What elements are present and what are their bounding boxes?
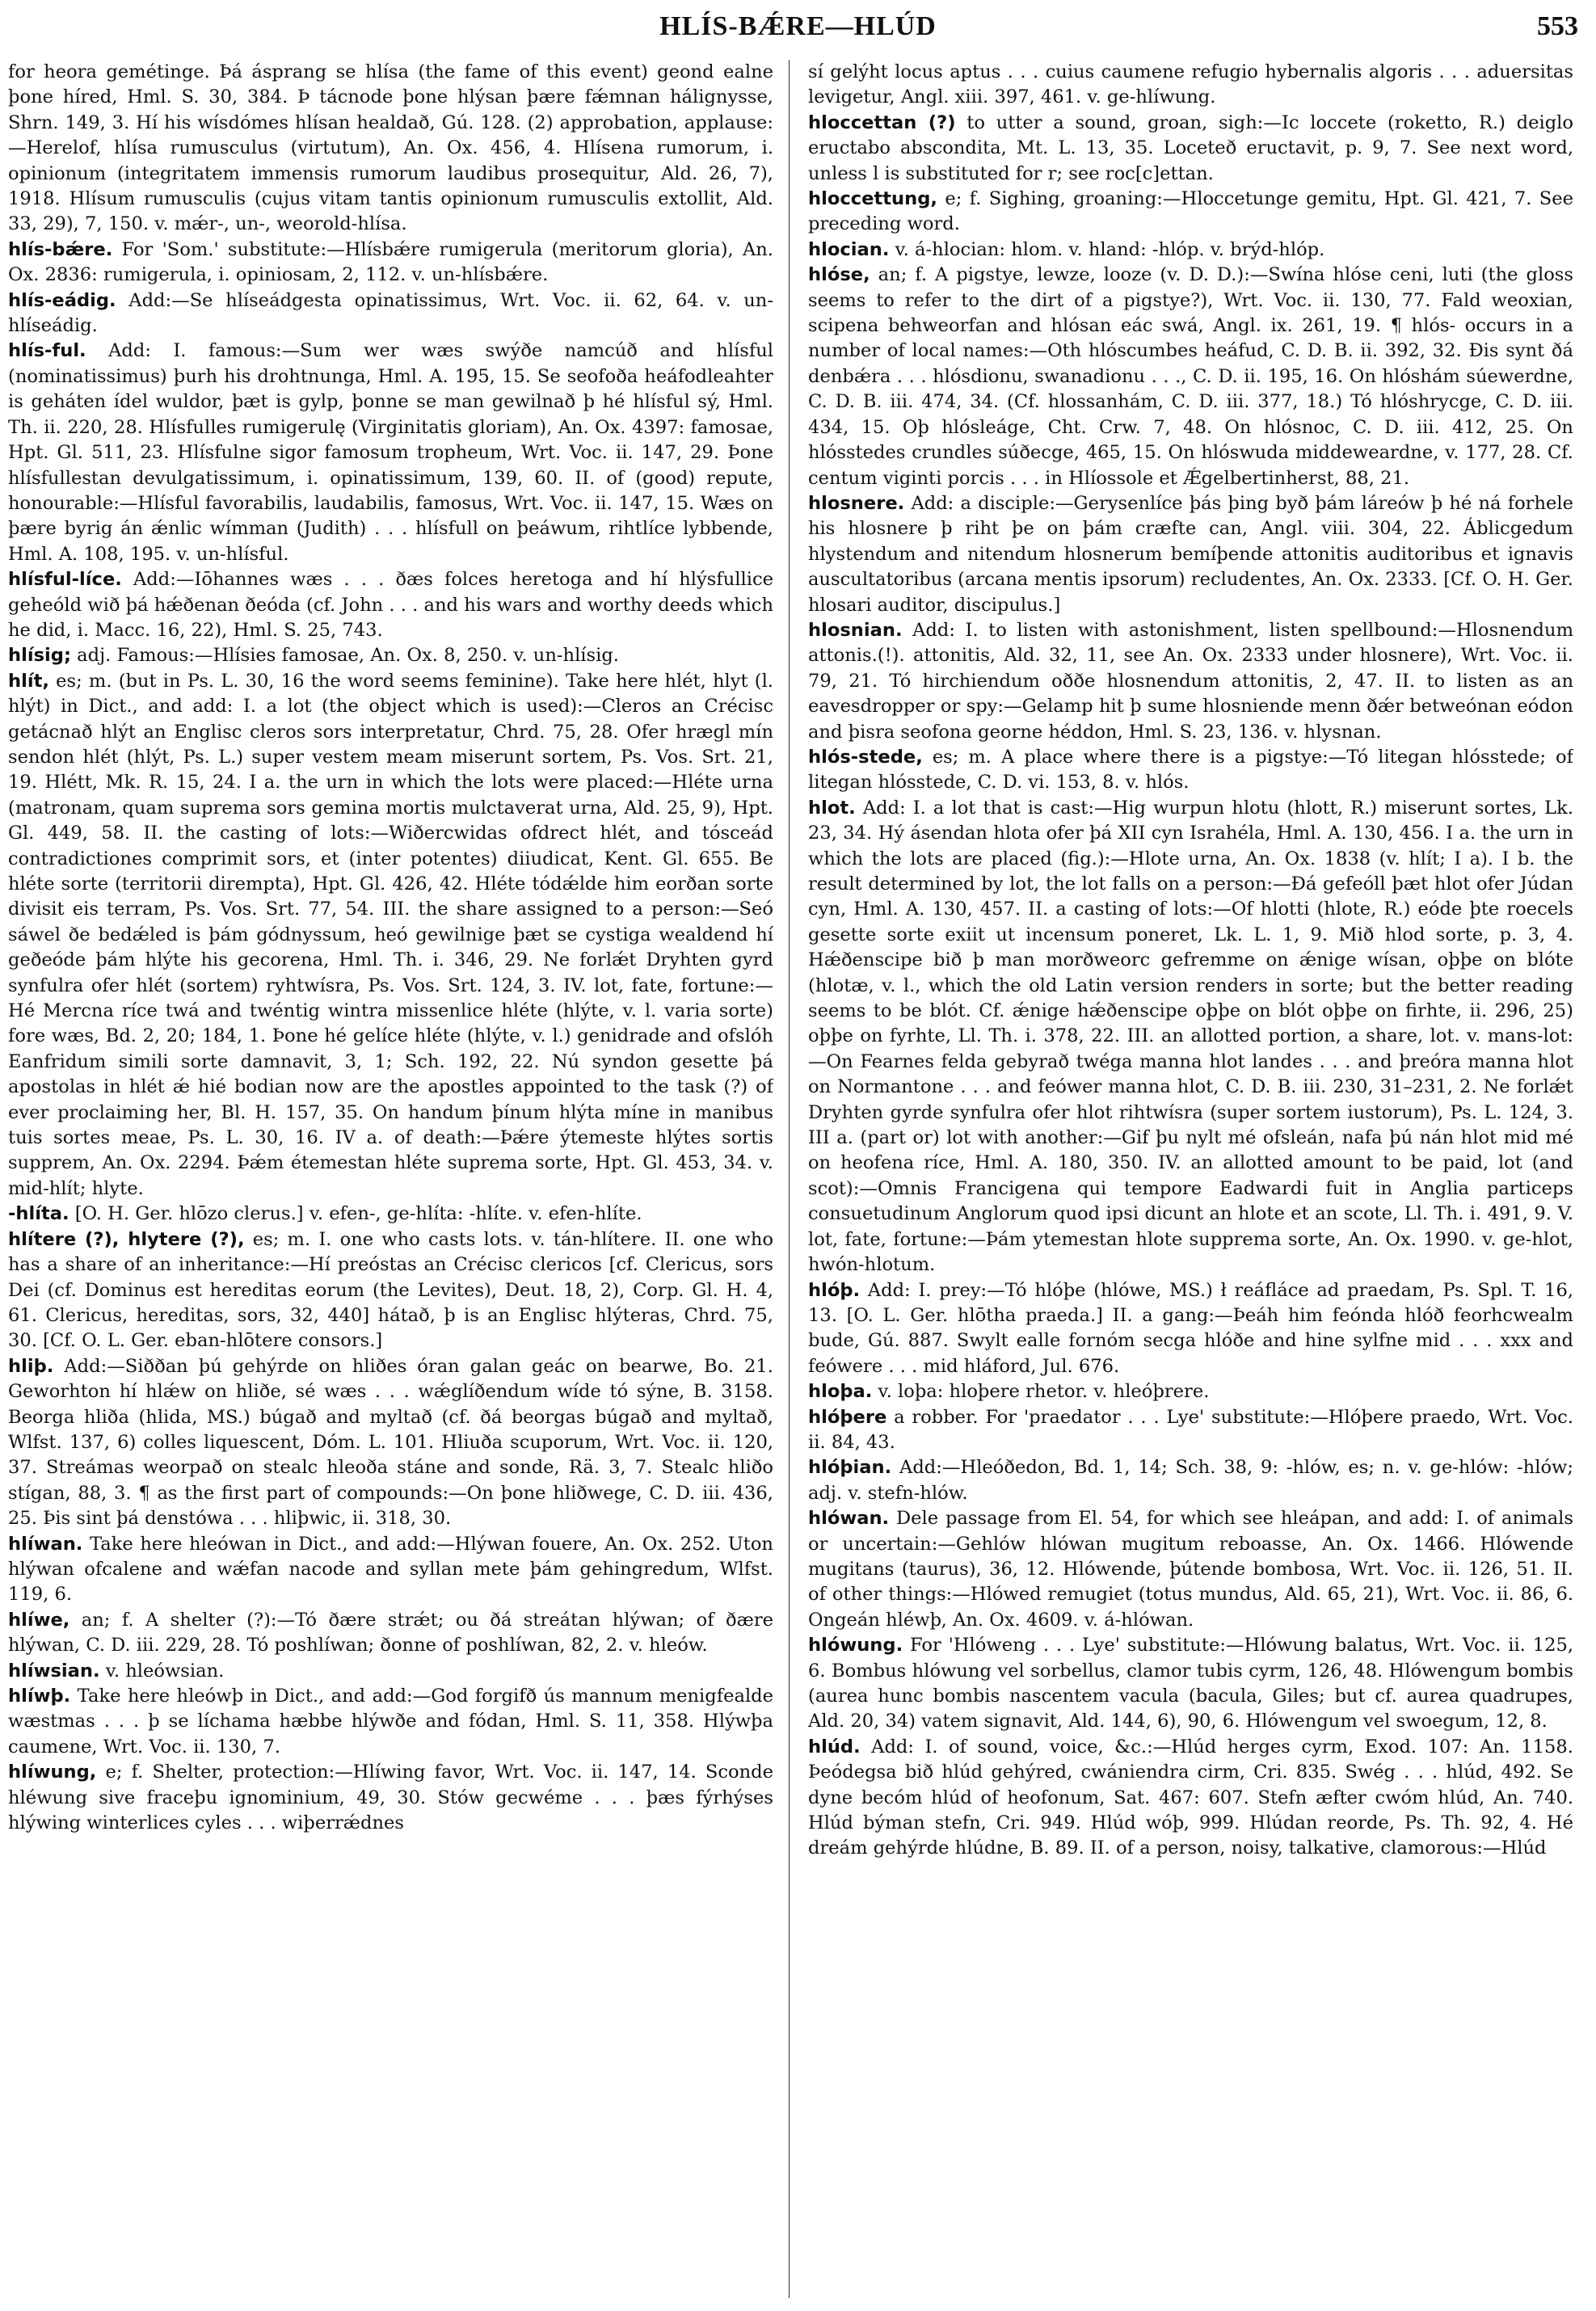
entry-text: a robber. For 'praedator . . . Lye' substitute:—Hlóþere praedo, Wrt. Voc. ii. 84, 43.	[808, 1406, 1573, 1453]
headword: hlóse,	[808, 264, 870, 286]
entry-text: e; f. Sighing, groaning:—Hloccetunge gemitu, Hpt. Gl. 421, 7. See preceding word.	[808, 188, 1573, 235]
entry-text: e; f. Shelter, protection:—Hlíwing favor, Wrt. Voc. ii. 147, 14. Sconde hléwung sive fraceþu ignominium, 49, 30. Stów gecwéme . . . þæs fýrhýses hlýwing winterlices cyles . . . wiþerrǽdnes	[8, 1762, 773, 1834]
headword: hlíwsian.	[8, 1660, 100, 1682]
entry-text: Add: I. prey:—Tó hlóþe (hlówe, MS.) ł reáfláce ad praedam, Ps. Spl. T. 16, 13. [O. L. Ger. hlōtha praeda.] II. a gang:—Þeáh him feónda hlóð feorhcwealm bude, Gú. 887. Swylt ealle fornóm secga hlóðe and hine sylfne mid . . . xxx and feówere . . . mid hláford, Jul. 676.	[808, 1279, 1573, 1377]
dictionary-entry	[8, 339, 773, 567]
headword: hlówung.	[808, 1635, 903, 1656]
entry-text: Add: I. famous:—Sum wer wæs swýðe namcúð and hlísful (nominatissimus) þurh his drohtnunga, Hml. A. 195, 15. Se seofoða heáfodleahter is geháten ídel wuldor, þæt is gylp, þonne se man gewilnað þ hé hlísful sý, Hml. Th. ii. 220, 28. Hlísfulles rumigerulę (Virginitatis gloriam), An. Ox. 4397: famosae, Hpt. Gl. 511, 23. Hlísfulne sigor famosum tropheum, Wrt. Voc. ii. 147, 29. Þone hlísfullestan devulgatissimum, i. opinatissimum, 139, 60. II. of (good) repute, honourable:—Hlísful favorabilis, laudabilis, famosus, Wrt. Voc. ii. 147, 15. Wæs on þære byrig án ǽnlic wímman (Judith) . . . hlísfull on þeáwum, rihtlíce lybbende, Hml. A. 108, 195. v. un-hlísful.	[8, 340, 773, 565]
headword: hlocian.	[808, 238, 890, 260]
entry-text: for heora gemétinge. Þá ásprang se hlísa (the fame of this event) geond ealne þone híred, Hml. S. 30, 384. Þ tácnode þone hlýsan þære fǽmnan hálignysse, Shrn. 149, 3. Hí his wísdómes hlísan healdað, Gú. 128. (2) approbation, applause:—Herelof, hlísa rumusculus (virtutum), An. Ox. 456, 4. Hlísena rumorum, i. opinionum (integritatem immensis rumorum laudibus prosequitur, Ald. 26, 7), 1918. Hlísum rumusculis (cujus vitam tantis opinionum rumusculis extollit, Ald. 33, 29), 7, 150. v. mǽr-, un-, weorold-hlísa.	[8, 61, 773, 235]
dictionary-entry	[8, 1202, 773, 1227]
dictionary-entry	[808, 60, 1573, 111]
entry-text: Add: I. of sound, voice, &c.:—Hlúd herges cyrm, Exod. 107: An. 1158. Þeódegsa bið hlúd gehýred, cwániendra cirm, Cri. 835. Swég . . . hlúd, 492. Se dyne becóm hlúd of heofonum, Sat. 467: 607. Stefn æfter cwóm hlúd, An. 740. Hlúd býman stefn, Cri. 949. Hlúd wóþ, 999. Hlúdan reorde, Ps. Th. 92, 4. Hé dreám gehýrde hlúdne, B. 89. II. of a person, noisy, talkative, clamorous:—Hlúd	[808, 1736, 1573, 1859]
entry-text: Add: a disciple:—Gerysenlíce þás þing byð þám láreów þ hé ná forhele his hlosnere þ riht þe on þám cræfte can, Angl. viii. 304, 22. Áblicgedum hlystendum and nitendum hlosnerum bemíþende attonitis auditoribus et ignavis auscultatoribus (arcana mentis ipsorum) recludentes, An. Ox. 2333. [Cf. O. H. Ger. hlosari auditor, discipulus.]	[808, 492, 1573, 616]
dictionary-entry	[808, 238, 1573, 263]
dictionary-entry	[8, 1608, 773, 1659]
headword: hloccettung,	[808, 188, 937, 210]
headword: hlós-stede,	[808, 746, 923, 768]
dictionary-entry	[8, 567, 773, 643]
entry-text: es; m. A place where there is a pigstye:—Tó litegan hlósstede; of litegan hlósstede, C. D. vi. 153, 8. v. hlós.	[808, 746, 1573, 793]
entry-text: es; m. (but in Ps. L. 30, 16 the word seems feminine). Take here hlét, hlyt (l. hlýt) in Dict., and add: I. a lot (the object which is used):—Cleros an Crécisc getácnað hlýt an Englisc cleros sors interpretatur, Chrd. 75, 28. Ofer hrægl mín sendon hlét (hlýt, Ps. L.) super vestem meam miserunt sortem, Ps. Vos. Srt. 21, 19. Hlétt, Mk. R. 15, 24. I a. the urn in which the lots were placed:—Hléte urna (matronam, quam suprema sors gemina mortis mulctaverat urna, Ald. 25, 9), Hpt. Gl. 449, 58. II. the casting of lots:—Wiðercwidas ofdrect hlét, and tósceád contradictiones comprimit sors, et (inter potentes) diiudicat, Kent. Gl. 655. Be hléte sorte (territorii dirempta), Hpt. Gl. 426, 42. Hléte tódǽlde him eorðan sorte divisit eis terram, Ps. Vos. Srt. 77, 54. III. the share assigned to a person:—Seó sáwel ðe bedǽled is þám gódnyssum, heó gewilnige þæt se cystiga wealdend hí geðeóde þám hlýte his gecorena, Hml. Th. i. 346, 29. Ne forlǽt Dryhten gyrd synfulra ofer hlét (sortem) ryhtwísra, Ps. Vos. Srt. 124, 3. IV. lot, fate, fortune:—Hé Mercna ríce twá and twéntig wintra missenlice hléte (hlýte, v. l. varia sorte) fore wæs, Bd. 2, 20; 184, 1. Þone hé gelíce hléte (hlýte, v. l.) genidrade and ofslóh Eanfridum simili sorte damnavit, 3, 1; Sch. 192, 22. Nú syndon gesette þá apostolas in hlét ǽ hié bodian now are the apostles appointed to the task (?) of ever proclaiming her, Bl. H. 157, 35. On handum þínum hlýta míne in manibus tuis sortes meae, Ps. L. 30, 16. IV a. of death:—Þǽre ýtemeste hlýtes sortis supprem, An. Ox. 2294. Þǽm étemestan hléte suprema sorte, Hpt. Gl. 453, 34. v. mid-hlít; hlyte.	[8, 670, 773, 1199]
entry-text: For 'Som.' substitute:—Hlísbǽre rumigerula (meritorum gloria), An. Ox. 2836: rumigerula, i. opiniosam, 2, 112. v. un-hlísbǽre.	[8, 238, 773, 286]
dictionary-entry	[8, 288, 773, 339]
headword: hlíwan.	[8, 1533, 83, 1555]
dictionary-entry	[808, 187, 1573, 238]
running-head: HLÍS-BǼRE—HLÚD	[659, 11, 937, 41]
headword: hlíwe,	[8, 1609, 70, 1631]
entry-text: Dele passage from El. 54, for which see hleápan, and add: I. of animals or uncertain:—Gehlów hlówan mugitum reboasse, An. Ox. 1466. Hlówende mugitans (taurus), 36, 12. Hlówende, þútende bombosa, Wrt. Voc. ii. 126, 51. II. of other things:—Hlówed remugiet (totus mundus, Ald. 65, 21), Wrt. Voc. ii. 86, 6. Ongeán hléwþ, An. Ox. 4609. v. á-hlówan.	[808, 1508, 1573, 1631]
dictionary-entry	[808, 1405, 1573, 1456]
dictionary-entry	[808, 111, 1573, 187]
entry-text: es; m. I. one who casts lots. v. tán-hlítere. II. one who has a share of an inheritance:—Hí preóstas an Crécisc clericos [cf. Clericus, sors Dei (cf. Dominus est hereditas eorum (the Levites), Deut. 18, 2), Corp. Gl. H. 4, 61. Clericus, hereditas, sors, 32, 440] hátað, þ is an Englisc hlýteras, Chrd. 75, 30. [Cf. O. L. Ger. eban-hlōtere consors.]	[8, 1228, 773, 1352]
headword: hlówan.	[808, 1508, 890, 1530]
entry-text: an; f. A shelter (?):—Tó ðære strǽt; ou ðá streátan hlýwan; of ðære hlýwan, C. D. iii. 229, 28. Tó poshlíwan; ðonne of poshlíwan, 82, 2. v. hleów.	[8, 1609, 773, 1656]
dictionary-entry	[808, 1379, 1573, 1404]
headword: hlíwung,	[8, 1762, 97, 1783]
dictionary-entry	[8, 1532, 773, 1608]
headword: hlóþian.	[808, 1457, 892, 1479]
dictionary-entry	[8, 1354, 773, 1532]
headword: hlísful-líce.	[8, 569, 122, 591]
headword: hloccettan (?)	[808, 112, 956, 133]
dictionary-entry	[808, 1735, 1573, 1862]
dictionary-entry	[8, 1659, 773, 1684]
headword: hliþ.	[8, 1355, 54, 1377]
left-column	[8, 60, 773, 2298]
entry-text: For 'Hlóweng . . . Lye' substitute:—Hlówung balatus, Wrt. Voc. ii. 125, 6. Bombus hlówung vel sorbellus, clamor tubis cyrm, 126, 48. Hlówengum bombis (aurea hunc bombis nascentem vacula (bacula, Giles; but cf. aurea quadrupes, Ald. 20, 34) vatem signavit, Ald. 144, 6), 90, 6. Hlówengum vel swoegum, 12, 8.	[808, 1635, 1573, 1732]
dictionary-entry	[808, 745, 1573, 796]
dictionary-entry	[8, 238, 773, 288]
entry-text: Add:—Hleóðedon, Bd. 1, 14; Sch. 38, 9: -hlów, es; n. v. ge-hlów: -hlów; adj. v. stefn-hlów.	[808, 1457, 1573, 1504]
entry-text: adj. Famous:—Hlísies famosae, An. Ox. 8, 250. v. un-hlísig.	[70, 645, 619, 667]
headword: hlís-ful.	[8, 340, 86, 362]
dictionary-entry	[808, 263, 1573, 491]
headword: hlís-bǽre.	[8, 238, 113, 260]
dictionary-entry	[8, 1684, 773, 1760]
right-column	[808, 60, 1573, 2298]
entry-text: Add:—Se hlíseádgesta opinatissimus, Wrt. Voc. ii. 62, 64. v. un-hlíseádig.	[8, 289, 773, 337]
headword: hlíwþ.	[8, 1686, 71, 1707]
entry-text: Add: I. a lot that is cast:—Hig wurpun hlotu (hlott, R.) miserunt sortes, Lk. 23, 34. Hý ásendan hlota ofer þá XII cyn Israhéla, Hml. A. 130, 456. I a. the urn in which the lots are placed (fig.):—Hlote urna, An. Ox. 1838 (v. hlít; I a). I b. the result determined by lot, the lot falls on a person:—Ðá gefeóll þæt hlot ofer Júdan cyn, Hml. A. 130, 457. II. a casting of lots:—Of hlotti (hlote, R.) eóde þte roecels gesette sorte exiit ut incensum poneret, Lk. L. 1, 9. Mið hlod sorte, p. 3, 4. Hǽðenscipe bið þ man morðweorc gefremme on ǽnige wísan, oþþe on blóte (hlotæ, v. l., which the old Latin version renders in sorte; but the better reading seems to be blót. Cf. ǽnige hǽðenscipe oþþe on blót oþþe on firhte, ii. 296, 25) oþþe on fyrhte, Ll. Th. i. 378, 22. III. an allotted portion, a share, lot. v. mans-lot:—On Fearnes felda gebyrað twéga manna hlot landes . . . and þreóra manna hlot on Normantone . . . and feówer manna hlot, C. D. B. iii. 230, 31–231, 2. Ne forlǽt Dryhten gyrde synfulra ofer hlot rihtwísra (super sortem iustorum), Ps. L. 124, 3. III a. (part or) lot with another:—Gif þu nylt mé ofsleán, nafa þú nán hlot mid mé on heofena ríce, Hml. A. 180, 350. IV. an allotted amount to be paid, lot (and scot):—Omnis Francigena qui tempore Eadwardi fuit in Anglia particeps consuetudinum Anglorum quod ipsi dicunt an hlote et an scote, Ll. Th. i. 491, 9. V. lot, fate, fortune:—Þám ytemestan hlote supprema sorte, An. Ox. 1990. v. ge-hlot, hwón-hlotum.	[808, 797, 1573, 1276]
entry-text: v. loþa: hloþere rhetor. v. hleóþrere.	[872, 1381, 1210, 1403]
dictionary-entry	[808, 1506, 1573, 1633]
entry-text: v. hleówsian.	[99, 1660, 225, 1682]
headword: hlosnere.	[808, 492, 905, 514]
entry-text: to utter a sound, groan, sigh:—Ic loccete (roketto, R.) deiglo eructabo abscondita, Mt. L. 13, 35. Loceteð eructavit, p. 9, 7. See next word, unless l is substituted for r; see roc[c]ettan.	[808, 112, 1573, 184]
headword: hlít,	[8, 670, 49, 692]
column-divider	[789, 60, 790, 2298]
dictionary-entry	[8, 60, 773, 238]
headword: hlóþ.	[808, 1279, 861, 1301]
entry-text: v. á-hlocian: hlom. v. hland: -hlóp. v. brýd-hlóp.	[889, 238, 1325, 260]
dictionary-entry	[8, 643, 773, 668]
entry-text: [O. H. Ger. hlōzo clerus.] v. efen-, ge-hlíta: -hlíte. v. efen-hlíte.	[69, 1203, 642, 1225]
page-number: 553	[1537, 11, 1578, 41]
dictionary-entry	[8, 1227, 773, 1354]
headword: hlóþere	[808, 1406, 887, 1428]
entry-text: Take here hleówan in Dict., and add:—Hlýwan fouere, An. Ox. 252. Uton hlýwan ofcalene and wǽfan nacode and syllan mete þám gehingredum, Wlfst. 119, 6.	[8, 1533, 773, 1606]
dictionary-entry	[808, 491, 1573, 618]
headword: hlísig;	[8, 645, 71, 667]
entry-text: Add:—Iōhannes wæs . . . ðæs folces heretoga and hí hlýsfullice geheóld wið þá hǽðenan ðeóda (cf. John . . . and his wars and worthy deeds which he did, i. Macc. 16, 22), Hml. S. 25, 743.	[8, 569, 773, 641]
headword: hlítere (?), hlytere (?),	[8, 1228, 245, 1250]
dictionary-entry	[8, 1760, 773, 1836]
headword: hlís-eádig.	[8, 289, 116, 311]
dictionary-entry	[808, 1633, 1573, 1735]
headword: hlosnian.	[808, 619, 903, 641]
headword: hloþa.	[808, 1381, 873, 1403]
dictionary-entry	[808, 1278, 1573, 1380]
headword: -hlíta.	[8, 1203, 69, 1225]
entry-text: sí gelýht locus aptus . . . cuius caumene refugio hybernalis algoris . . . aduersitas levigetur, Angl. xiii. 397, 461. v. ge-hlíwung.	[808, 61, 1573, 108]
page-header	[0, 11, 1596, 57]
dictionary-entry	[808, 1455, 1573, 1506]
entry-text: Add:—Siððan þú gehýrde on hliðes óran galan geác on bearwe, Bo. 21. Geworhton hí hlǽw on hliðe, sé wæs . . . wǽglíðendum wíde tó sýne, B. 3158. Beorga hliða (hlida, MS.) búgað and myltað (cf. ðá beorgas búgað and myltað, Wlfst. 137, 6) colles liquescent, Dóm. L. 101. Hliuða scuporum, Wrt. Voc. ii. 120, 37. Streámas weorpað on stealc hleoða stáne and sonde, Rä. 3, 7. Stealc hliðo stígan, 88, 3. ¶ as the first part of compounds:—On þone hliðwege, C. D. iii. 436, 25. Þis sint þá denstówa . . . hliþwic, ii. 318, 30.	[8, 1355, 773, 1530]
entry-text: Take here hleówþ in Dict., and add:—God forgifð ús mannum menigfealde wæstmas . . . þ se líchama hæbbe hlýwðe and fódan, Hml. S. 11, 358. Hlýwþa caumene, Wrt. Voc. ii. 130, 7.	[8, 1686, 773, 1757]
entry-text: an; f. A pigstye, lewze, looze (v. D. D.):—Swína hlóse ceni, luti (the gloss seems to refer to the dirt of a pigstye?), Wrt. Voc. ii. 130, 77. Fald weoxian, scipena behweorfan and hlósan eác swá, Angl. ix. 261, 19. ¶ hlós- occurs in a number of local names:—Oth hlóscumbes heáfud, C. D. B. ii. 392, 32. Ðis synt ðá denbǽra . . . hlósdionu, swanadionu . . ., C. D. ii. 195, 16. On hlóshám súewerdne, C. D. B. iii. 474, 34. (Cf. hlossanhám, C. D. iii. 377, 18.) Tó hlóshrycge, C. D. iii. 434, 15. Oþ hlósleáge, Cht. Crw. 7, 48. On hlósnoc, C. D. iii. 412, 25. On hlósstedes crundles súðecge, 465, 15. On hlóswuda middeweardne, v. 177, 28. Cf. centum viginti porcis . . . in Hlíossole et Ǽgelbertinherst, 88, 21.	[808, 264, 1573, 489]
headword: hlot.	[808, 797, 856, 819]
dictionary-entry	[8, 669, 773, 1202]
dictionary-entry	[808, 796, 1573, 1278]
entry-text: Add: I. to listen with astonishment, listen spellbound:—Hlosnendum attonis.(!). attonitis, Ald. 32, 11, see An. Ox. 2333 under hlosnere), Wrt. Voc. ii. 79, 21. Tó hirchiendum oððe hlosnendum attonitis, 2, 47. II. to listen as an eavesdropper or spy:—Gelamp hit þ sume hlosniende menn ðǽr betweónan eódon and þisra seofona georne héddon, Hml. S. 23, 136. v. hlysnan.	[808, 619, 1573, 743]
headword: hlúd.	[808, 1736, 861, 1757]
dictionary-entry	[808, 618, 1573, 745]
